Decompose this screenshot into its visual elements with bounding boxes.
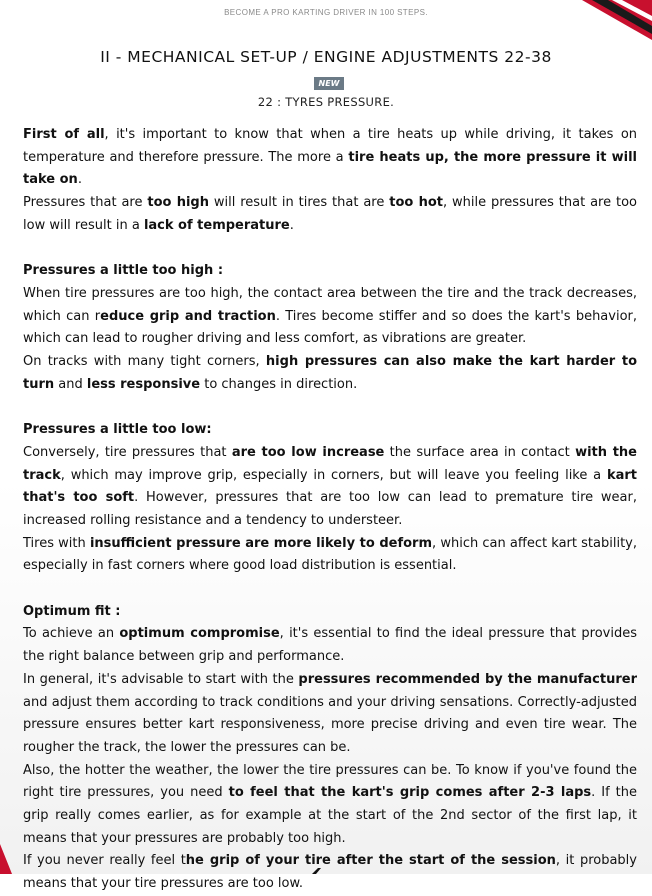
paragraph-session-grip: If you never really feel the grip of your tire after the start of the session, it probably means that your tire pressures are too low. bbox=[23, 853, 637, 892]
book-banner: BECOME A PRO KARTING DRIVER IN 100 STEPS. bbox=[224, 8, 428, 17]
new-badge: NEW bbox=[314, 77, 344, 90]
chapter-subtitle: 22 : TYRES PRESSURE. bbox=[257, 95, 395, 109]
heading-too-low: Pressures a little too low: bbox=[23, 422, 212, 438]
paragraph-weather: Also, the hotter the weather, the lower the tire pressures can be. To know if you've found the right tire pressures, you need to feel that the kart's grip comes after 2-3 laps. If the grip really comes earlier, as for example at the start of the 2nd sector of the first lap, it means that your pressures are probably too high. bbox=[23, 762, 637, 846]
heading-optimum: Optimum fit : bbox=[23, 603, 121, 619]
heading-too-high: Pressures a little too high : bbox=[23, 263, 224, 279]
paragraph-manufacturer: In general, it's advisable to start with the pressures recommended by the manufacturer and adjust them according to track conditions and your driving sensations. Correctly-adjusted pressure ensures better kart responsiveness, more precise driving and even tire wear. The rougher the track, the lower the pressures can be. bbox=[23, 671, 637, 755]
paragraph-deform: Tires with insufficient pressure are more likely to deform, which can affect kart stability, especially in fast corners where good load distribution is essential. bbox=[23, 535, 637, 574]
paragraph-too-low: Conversely, tire pressures that are too low increase the surface area in contact with the track, which may improve grip, especially in corners, but will leave you feeling like a kart that's too soft. However, pressures that are too low can lead to premature tire wear, increased rolling resistance and a tendency to understeer. bbox=[23, 444, 638, 528]
paragraph-optimum: To achieve an optimum compromise, it's essential to find the ideal pressure that provides the right balance between grip and performance. bbox=[23, 626, 637, 665]
paragraph-pressure-effects: Pressures that are too high will result in tires that are too hot, while pressures that are too low will result in a lack of temperature. bbox=[23, 195, 637, 233]
paragraph-too-high: When tire pressures are too high, the contact area between the tire and the track decreases, which can reduce grip and traction. Tires become stiffer and so does the kart's behavior, which can lead to rougher driving and less comfort, as vibrations are greater. bbox=[23, 285, 638, 347]
corner-stripe-decoration bbox=[562, 0, 652, 40]
paragraph-intro: First of all, it's important to know that when a tire heats up while driving, it takes on temperature and therefore pressure. The more a tire heats up, the more pressure it will take on. bbox=[23, 127, 638, 188]
corner-stripe-decoration-bottom bbox=[0, 844, 12, 874]
section-title: II - MECHANICAL SET-UP / ENGINE ADJUSTMENTS 22-38 bbox=[100, 48, 552, 66]
article-body bbox=[23, 124, 637, 896]
paragraph-tight-corners: On tracks with many tight corners, high pressures can also make the kart harder to turn and less responsive to changes in direction. bbox=[23, 354, 637, 392]
